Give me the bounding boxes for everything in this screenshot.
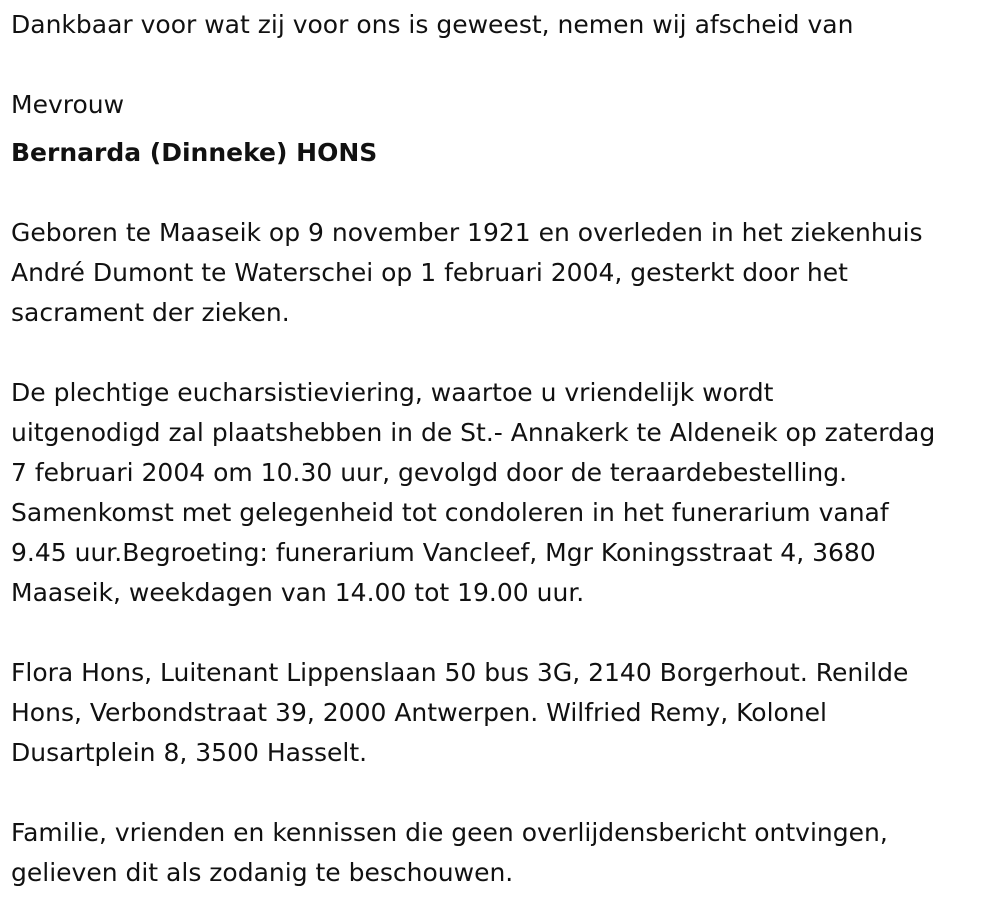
birth-death-paragraph: Geboren te Maaseik op 9 november 1921 en overleden in het ziekenhuis André Dumont te Waterschei op 1 februari 2004, gesterkt door het sacrament der zieken. [11, 218, 923, 327]
closing-paragraph: Familie, vrienden en kennissen die geen overlijdensbericht ontvingen, gelieven dit als zodanig te beschouwen. [11, 818, 888, 887]
ceremony-paragraph: De plechtige eucharsistieviering, waartoe u vriendelijk wordt uitgenodigd zal plaatshebben in de St.- Annakerk te Aldeneik op zaterdag 7 februari 2004 om 10.30 uur, gevolgd door de teraardebestelling. Samenkomst met gelegenheid tot condoleren in het funerarium vanaf 9.45 uur.Begroeting: funerarium Vancleef, Mgr Koningsstraat 4, 3680 Maaseik, weekdagen van 14.00 tot 19.00 uur. [11, 378, 936, 607]
death-notice [11, 5, 996, 893]
honorific-title: Mevrouw [11, 90, 125, 119]
deceased-name: Bernarda (Dinneke) HONS [11, 138, 378, 167]
contacts-paragraph: Flora Hons, Luitenant Lippenslaan 50 bus 3G, 2140 Borgerhout. Renilde Hons, Verbondstraat 39, 2000 Antwerpen. Wilfried Remy, Kolonel Dusartplein 8, 3500 Hasselt. [11, 658, 909, 767]
intro-text: Dankbaar voor wat zij voor ons is geweest, nemen wij afscheid van [11, 10, 854, 39]
